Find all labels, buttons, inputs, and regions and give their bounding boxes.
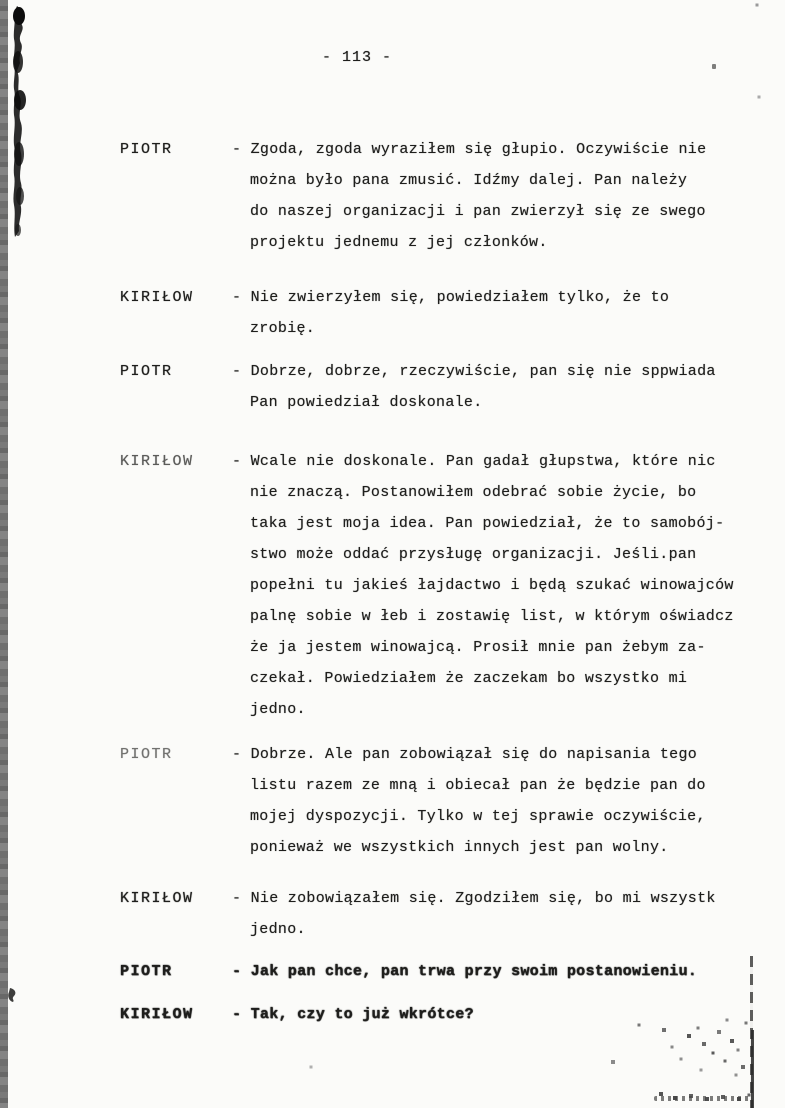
dialogue-line: - Wcale nie doskonale. Pan gadał głupstwa, które nic — [232, 453, 716, 470]
ink-blotch-artifact — [8, 4, 34, 242]
dialogue-block — [120, 356, 785, 418]
dialogue-block — [120, 134, 785, 258]
dialogue-block — [120, 956, 785, 987]
page-number: - 113 - — [322, 49, 393, 66]
dialogue-text — [232, 134, 785, 258]
dialogue-line: - Nie zobowiązałem się. Zgodziłem się, bo mi wszystk — [232, 890, 716, 907]
dialogue-line: jedno. — [250, 701, 306, 718]
dialogue-line: jedno. — [250, 921, 306, 938]
dialogue-line: - Dobrze. Ale pan zobowiązał się do napisania tego — [232, 746, 698, 763]
dialogue-line: - Nie zwierzyłem się, powiedziałem tylko, że to — [232, 289, 670, 306]
dialogue-line: że ja jestem winowajcą. Prosił mnie pan żebym za- — [250, 639, 706, 656]
dialogue-text — [232, 883, 785, 945]
dialogue-block — [120, 883, 785, 945]
speaker-label: KIRIŁOW — [120, 1006, 194, 1023]
dialogue-line: czekał. Powiedziałem że zaczekam bo wszystko mi — [250, 670, 688, 687]
scan-edge-strip — [0, 0, 8, 1108]
scan-edge-line-solid — [751, 1030, 754, 1108]
dialogue-line: - Zgoda, zgoda wyraziłem się głupio. Oczywiście nie — [232, 141, 707, 158]
dialogue-block — [120, 739, 785, 863]
ink-mark-small — [6, 986, 20, 1004]
dialogue-line: Pan powiedział doskonale. — [250, 394, 483, 411]
dialogue-line: zrobię. — [250, 320, 316, 337]
dialogue-line: - Tak, czy to już wkrótce? — [232, 1006, 474, 1023]
speaker-label: KIRIŁOW — [120, 453, 194, 470]
dialogue-line: stwo może oddać przysługę organizacji. Jeśli.pan — [250, 546, 697, 563]
dialogue-line: nie znaczą. Postanowiłem odebrać sobie życie, bo — [250, 484, 697, 501]
dialogue-text — [232, 446, 785, 725]
scan-speckles — [0, 0, 2, 2]
dialogue-line: mojej dyspozycji. Tylko w tej sprawie oczywiście, — [250, 808, 706, 825]
dialogue-line: - Jak pan chce, pan trwa przy swoim postanowieniu. — [232, 963, 698, 980]
dialogue-line: palnę sobie w łeb i zostawię list, w którym oświadcz — [250, 608, 734, 625]
dialogue-list — [120, 134, 785, 1030]
dialogue-block — [120, 446, 785, 725]
dialogue-line: można było pana zmusić. Idźmy dalej. Pan należy — [250, 172, 688, 189]
speaker-label: PIOTR — [120, 363, 173, 380]
dialogue-text — [232, 999, 785, 1030]
dialogue-line: ponieważ we wszystkich innych jest pan wolny. — [250, 839, 669, 856]
dialogue-text — [232, 739, 785, 863]
speaker-label: PIOTR — [120, 963, 173, 980]
dialogue-line: taka jest moja idea. Pan powiedział, że to samobój- — [250, 515, 725, 532]
dialogue-line: projektu jednemu z jej członków. — [250, 234, 548, 251]
dialogue-line: popełni tu jakieś łajdactwo i będą szukać winowajców — [250, 577, 734, 594]
dialogue-text — [232, 282, 785, 344]
dialogue-line: - Dobrze, dobrze, rzeczywiście, pan się nie sppwiada — [232, 363, 716, 380]
speaker-label: KIRIŁOW — [120, 289, 194, 306]
dialogue-block — [120, 999, 785, 1030]
speaker-label: PIOTR — [120, 746, 173, 763]
dialogue-block — [120, 282, 785, 344]
speaker-label: PIOTR — [120, 141, 173, 158]
dialogue-text — [232, 956, 785, 987]
scan-smudge — [654, 1096, 750, 1101]
dialogue-line: listu razem ze mną i obiecał pan że będzie pan do — [250, 777, 706, 794]
scan-speck — [712, 64, 716, 69]
dialogue-line: do naszej organizacji i pan zwierzył się ze swego — [250, 203, 706, 220]
dialogue-text — [232, 356, 785, 418]
speaker-label: KIRIŁOW — [120, 890, 194, 907]
